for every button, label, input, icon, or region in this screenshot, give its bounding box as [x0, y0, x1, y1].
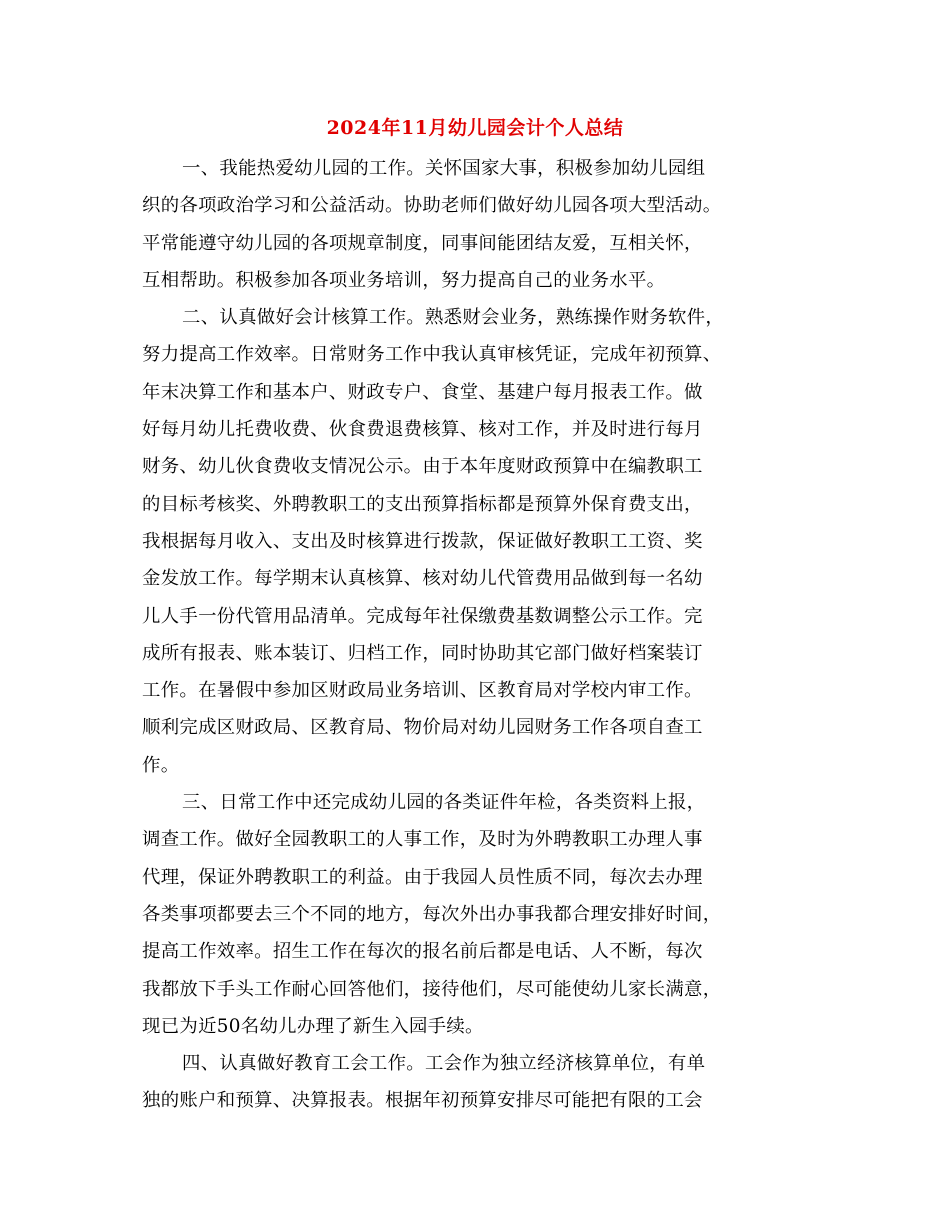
- text-line: 作。: [142, 754, 180, 776]
- page-title: 2024年11月幼儿园会计个人总结: [326, 117, 624, 139]
- text-line: 顺利完成区财政局、区教育局、物价局对幼儿园财务工作各项自查工: [142, 717, 703, 739]
- text-line: 金发放工作。每学期末认真核算、核对幼儿代管费用品做到每一名幼: [142, 568, 703, 590]
- text-line: 一、我能热爱幼儿园的工作。关怀国家大事，积极参加幼儿园组: [182, 158, 706, 179]
- text-line: 三、日常工作中还完成幼儿园的各类证件年检，各类资料上报，: [182, 792, 706, 814]
- text-line: 我都放下手头工作耐心回答他们，接待他们，尽可能使幼儿家长满意，: [142, 978, 722, 1000]
- text-line: 努力提高工作效率。日常财务工作中我认真审核凭证，完成年初预算、: [142, 344, 722, 366]
- text-line: 儿人手一份代管用品清单。完成每年社保缴费基数调整公示工作。完: [142, 605, 703, 627]
- text-line: 工作。在暑假中参加区财政局业务培训、区教育局对学校内审工作。: [142, 680, 703, 702]
- document-body: [142, 150, 802, 1120]
- text-line: 代理，保证外聘教职工的利益。由于我园人员性质不同，每次去办理: [142, 866, 703, 888]
- text-line: 年末决算工作和基本户、财政专户、食堂、基建户每月报表工作。做: [142, 381, 703, 403]
- text-line: 四、认真做好教育工会工作。工会作为独立经济核算单位，有单: [182, 1053, 706, 1075]
- text-line: 好每月幼儿托费收费、伙食费退费核算、核对工作，并及时进行每月: [142, 419, 703, 441]
- text-line: 调查工作。做好全园教职工的人事工作，及时为外聘教职工办理人事: [142, 829, 703, 851]
- text-line: 互相帮助。积极参加各项业务培训，努力提高自己的业务水平。: [142, 269, 666, 291]
- text-line: 平常能遵守幼儿园的各项规章制度，同事间能团结友爱，互相关怀，: [142, 232, 703, 254]
- text-line: 成所有报表、账本装订、归档工作，同时协助其它部门做好档案装订: [142, 642, 703, 664]
- text-line: 提高工作效率。招生工作在每次的报名前后都是电话、人不断，每次: [142, 941, 703, 963]
- text-line: 的目标考核奖、外聘教职工的支出预算指标都是预算外保育费支出，: [142, 493, 703, 515]
- text-line: 各类事项都要去三个不同的地方，每次外出办事我都合理安排好时间，: [142, 903, 722, 925]
- text-line: 财务、幼儿伙食费收支情况公示。由于本年度财政预算中在编教职工: [142, 456, 703, 478]
- text-line: 二、认真做好会计核算工作。熟悉财会业务，熟练操作财务软件，: [182, 307, 725, 329]
- text-line: 独的账户和预算、决算报表。根据年初预算安排尽可能把有限的工会: [142, 1090, 703, 1112]
- text-line: 织的各项政治学习和公益活动。协助老师们做好幼儿园各项大型活动。: [142, 195, 722, 217]
- text-line: 我根据每月收入、支出及时核算进行拨款，保证做好教职工工资、奖: [142, 530, 703, 552]
- text-line: 现已为近50名幼儿办理了新生入园手续。: [142, 1015, 484, 1037]
